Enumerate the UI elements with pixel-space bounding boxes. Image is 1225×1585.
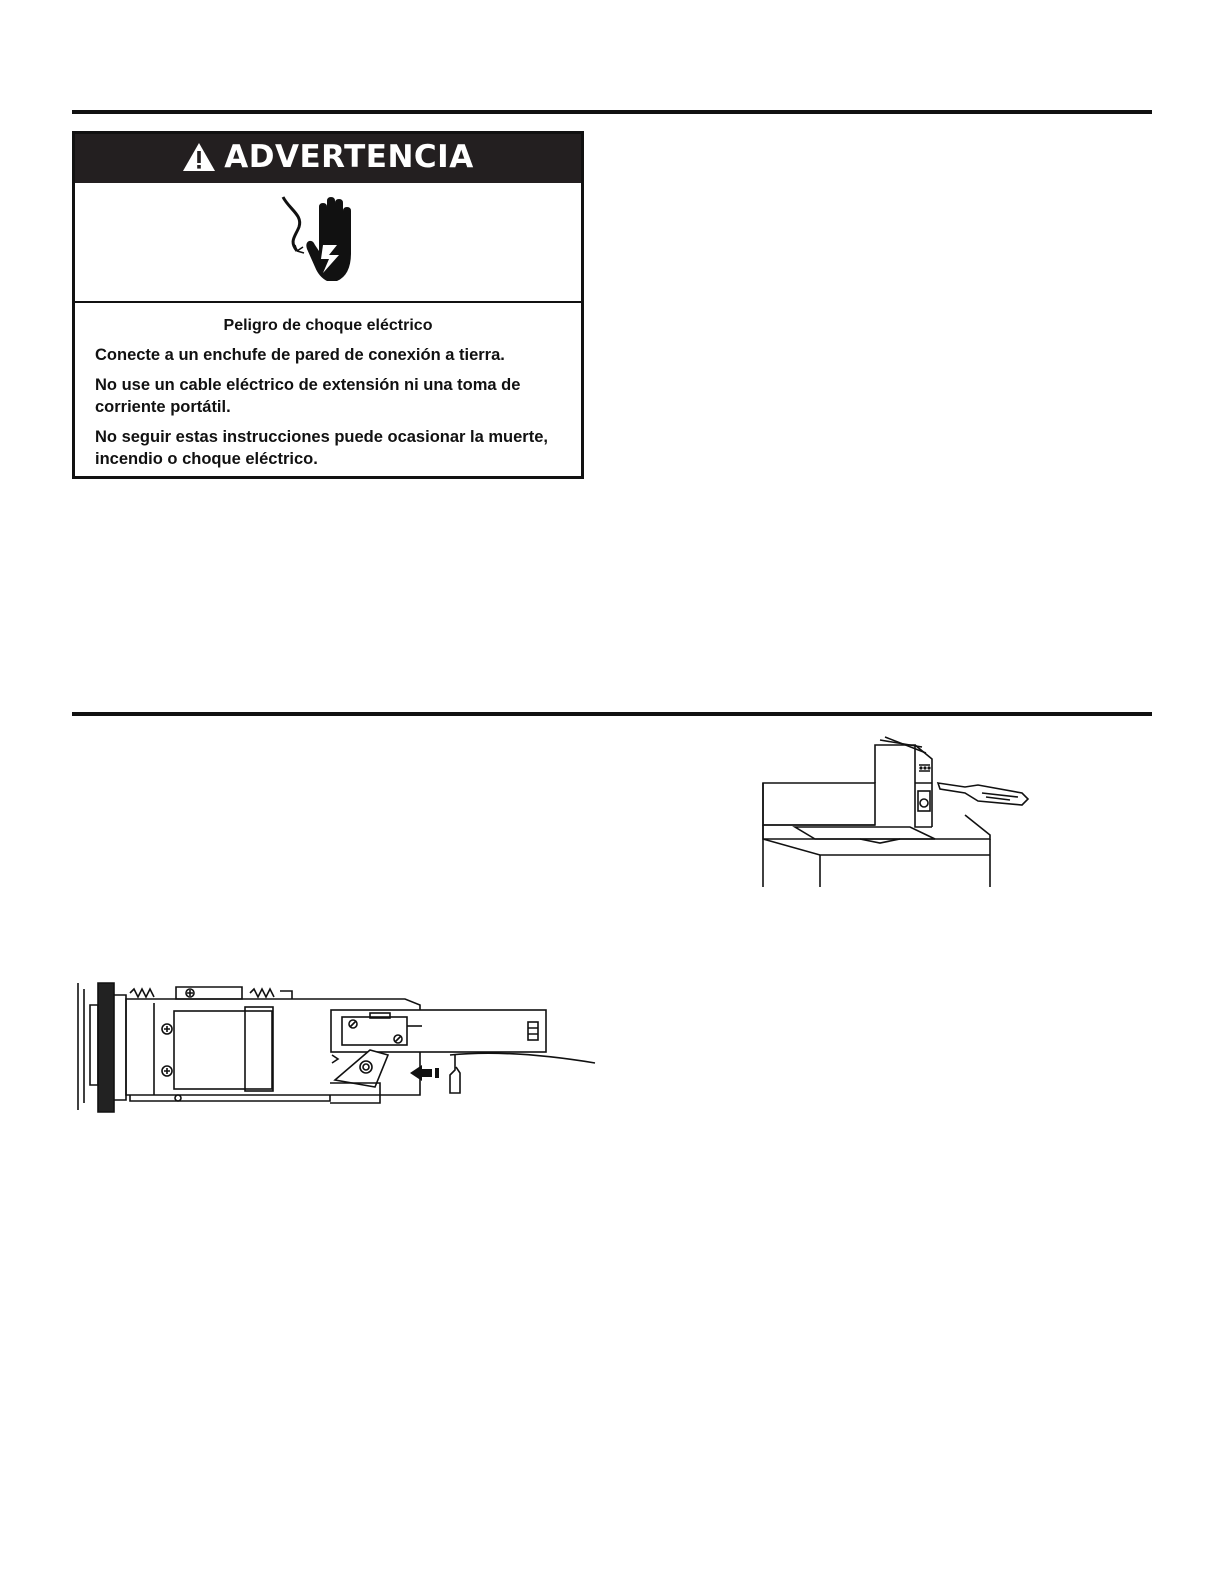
warning-header — [75, 134, 581, 183]
top-divider-rule — [72, 110, 1152, 114]
warning-line-2: No use un cable eléctrico de extensión ni una toma de corriente portátil. — [95, 376, 521, 416]
hazard-name: Peligro de choque eléctrico — [223, 317, 433, 334]
washer-coin-box-illustration — [760, 735, 1040, 895]
warning-line-3: No seguir estas instrucciones puede ocasionar la muerte, incendio o choque eléctrico. — [95, 428, 548, 468]
coin-slide-mechanism-illustration — [70, 975, 600, 1120]
pictogram-area — [75, 183, 581, 303]
warning-title: ADVERTENCIA — [224, 138, 474, 175]
electric-shock-hand-icon — [275, 193, 375, 288]
warning-triangle-icon — [182, 142, 216, 172]
warning-text — [75, 303, 581, 470]
warning-box — [72, 131, 584, 479]
middle-divider-rule — [72, 712, 1152, 716]
warning-line-1: Conecte a un enchufe de pared de conexión a tierra. — [95, 346, 505, 364]
arrow-left-icon — [410, 1065, 439, 1081]
